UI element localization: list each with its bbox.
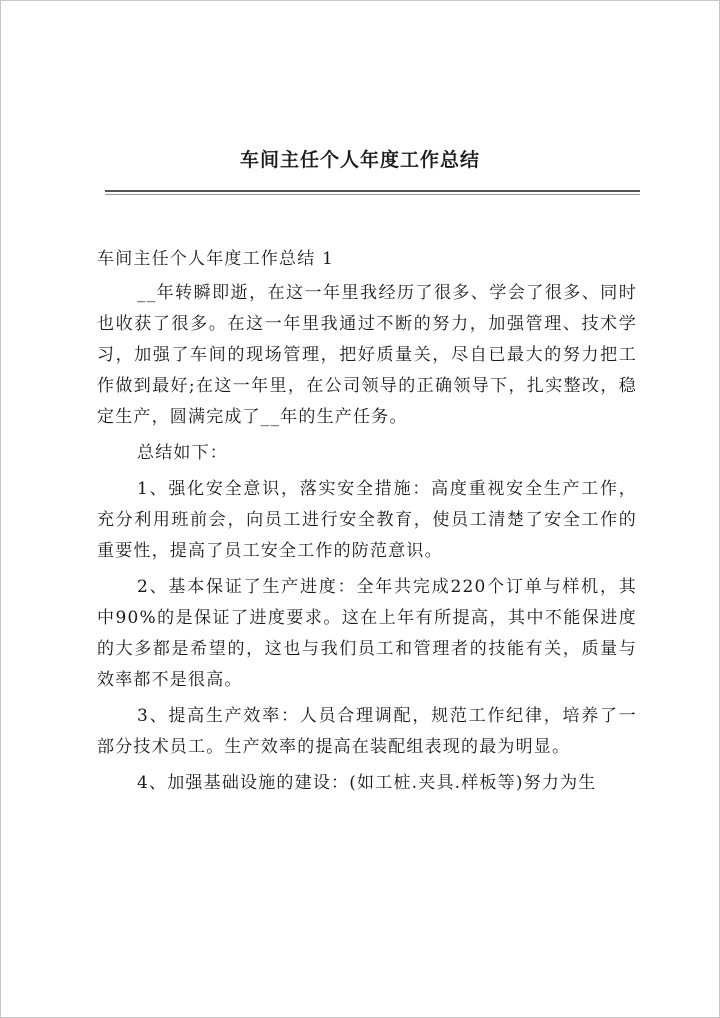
title-underline: [105, 190, 640, 192]
paragraph-intro: __年转瞬即逝，在这一年里我经历了很多、学会了很多、同时也收获了很多。在这一年里我通过不断的努力，加强管理、技术学习，加强了车间的现场管理，把好质量关，尽自已最大的努力把工作做到最好;在这一年里，在公司领导的正确领导下，扎实整改，稳定生产，圆满完成了__年的生产任务。: [97, 283, 637, 427]
document-body: [97, 244, 637, 804]
paragraph-item-2: 2、基本保证了生产进度：全年共完成220个订单与样机，其中90%的是保证了进度要求。这在上年有所提高，其中不能保进度的大多都是希望的，这也与我们员工和管理者的技能有关，质量与效率都不是很高。: [97, 577, 637, 690]
section-heading: 车间主任个人年度工作总结 1: [97, 249, 335, 269]
document-title: 车间主任个人年度工作总结: [239, 149, 480, 171]
paragraph-summary-lead: 总结如下：: [137, 443, 228, 463]
paragraph-item-1: 1、强化安全意识，落实安全措施：高度重视安全生产工作，充分利用班前会，向员工进行安全教育，使员工清楚了安全工作的重要性，提高了员工安全工作的防范意识。: [97, 479, 637, 561]
paragraph-item-4: 4、加强基础设施的建设：(如工桩.夹具.样板等)努力为生: [137, 773, 597, 793]
paragraph-item-3: 3、提高生产效率：人员合理调配，规范工作纪律，培养了一部分技术员工。生产效率的提高在装配组表现的最为明显。: [97, 706, 637, 757]
